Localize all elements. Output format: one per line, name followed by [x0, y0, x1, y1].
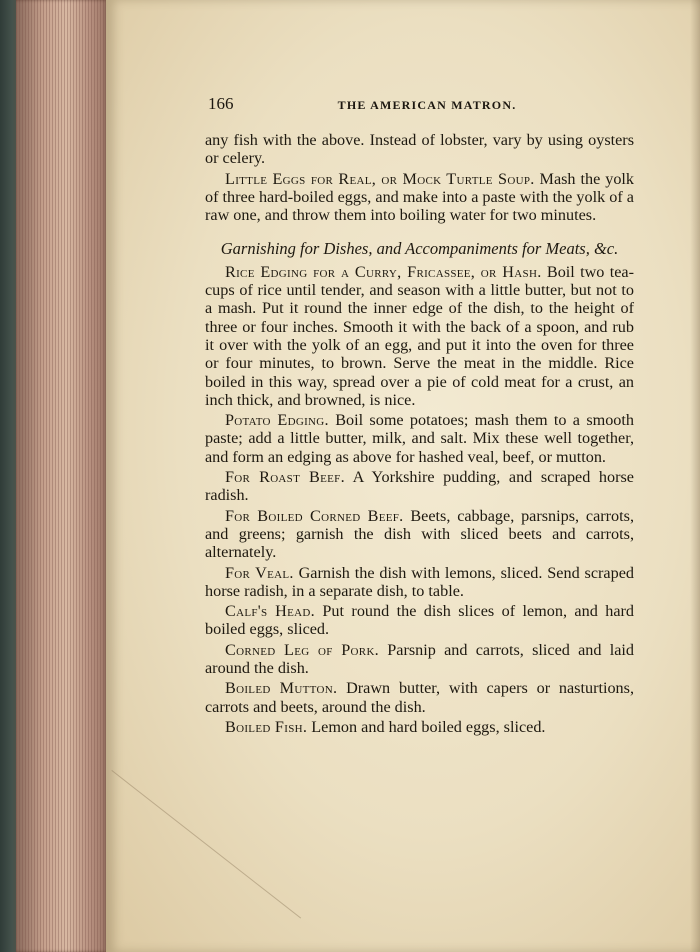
entry-text: Garnish the dish with lemons, sliced. Send scraped horse radish, in a separate dish, to table.	[205, 563, 634, 600]
entry-heading: For Roast Beef.	[225, 468, 345, 487]
entry-paragraph	[205, 718, 634, 736]
entry-paragraph	[205, 411, 634, 466]
entry-paragraph	[205, 602, 634, 639]
entry-text: Boil some potatoes; mash them to a smooth paste; add a little butter, milk, and salt. Mix these well together, and form an edging as above for hashed veal, beef, or mutton.	[205, 411, 634, 466]
page-edges	[16, 0, 108, 952]
entry-heading: Boiled Mutton.	[225, 679, 338, 698]
entry-paragraph	[205, 507, 634, 562]
entry-heading: Rice Edging for a Curry, Fricassee, or Hash.	[225, 262, 542, 281]
entry-text: Beets, cabbage, parsnips, carrots, and greens; garnish the dish with sliced beets and carrots, alternately.	[205, 506, 634, 562]
section-heading: Garnishing for Dishes, and Accompaniments for Meats, &c.	[220, 239, 619, 259]
continuation-paragraph: any fish with the above. Instead of lobster, vary by using oysters or celery.	[205, 131, 634, 168]
entry-text: A Yorkshire pudding, and scraped horse radish.	[205, 468, 634, 505]
recipe-paragraph	[205, 170, 634, 225]
entry-heading: Calf's Head.	[225, 602, 315, 621]
entry-text: Parsnip and carrots, sliced and laid around the dish.	[205, 640, 634, 678]
entry-text: Drawn butter, with capers or nasturtions, carrots and beets, around the dish.	[205, 679, 634, 716]
entry-text: Boil two tea-cups of rice until tender, and season with a little butter, but not to a mash. Put it round the inner edge of the dish, to the height of three or four inches. Smooth it with the back of a spoon, and rub it over with the yolk of an egg, and put it into the oven for three or four minutes, to brown. Serve the meat in the middle. Rice boiled in this way, spread over a pie of cold meat for a crust, an inch thick, and browned, is nice.	[205, 262, 634, 409]
entry-heading: Potato Edging.	[225, 411, 329, 430]
page-number: 166	[208, 94, 234, 113]
entry-heading: For Veal.	[225, 563, 294, 582]
running-title: THE AMERICAN MATRON.	[337, 98, 517, 112]
recipe-text: Mash the yolk of three hard-boiled eggs, and make into a paste with the yolk of a raw one, and throw them into boiling water for two minutes.	[205, 169, 634, 225]
page-header	[208, 94, 634, 116]
page-body	[205, 131, 634, 738]
entry-paragraph	[205, 641, 634, 678]
recipe-heading: Little Eggs for Real, or Mock Turtle Soup.	[225, 169, 535, 188]
entry-paragraph	[205, 679, 634, 716]
entry-text: Lemon and hard boiled eggs, sliced.	[307, 717, 546, 736]
entry-paragraph	[205, 468, 634, 505]
entry-paragraph	[205, 263, 634, 409]
entry-heading: For Boiled Corned Beef.	[225, 506, 404, 525]
entry-text: Put round the dish slices of lemon, and hard boiled eggs, sliced.	[205, 602, 634, 639]
entry-heading: Boiled Fish.	[225, 717, 308, 736]
entry-paragraph	[205, 564, 634, 601]
entry-heading: Corned Leg of Pork.	[225, 640, 380, 659]
